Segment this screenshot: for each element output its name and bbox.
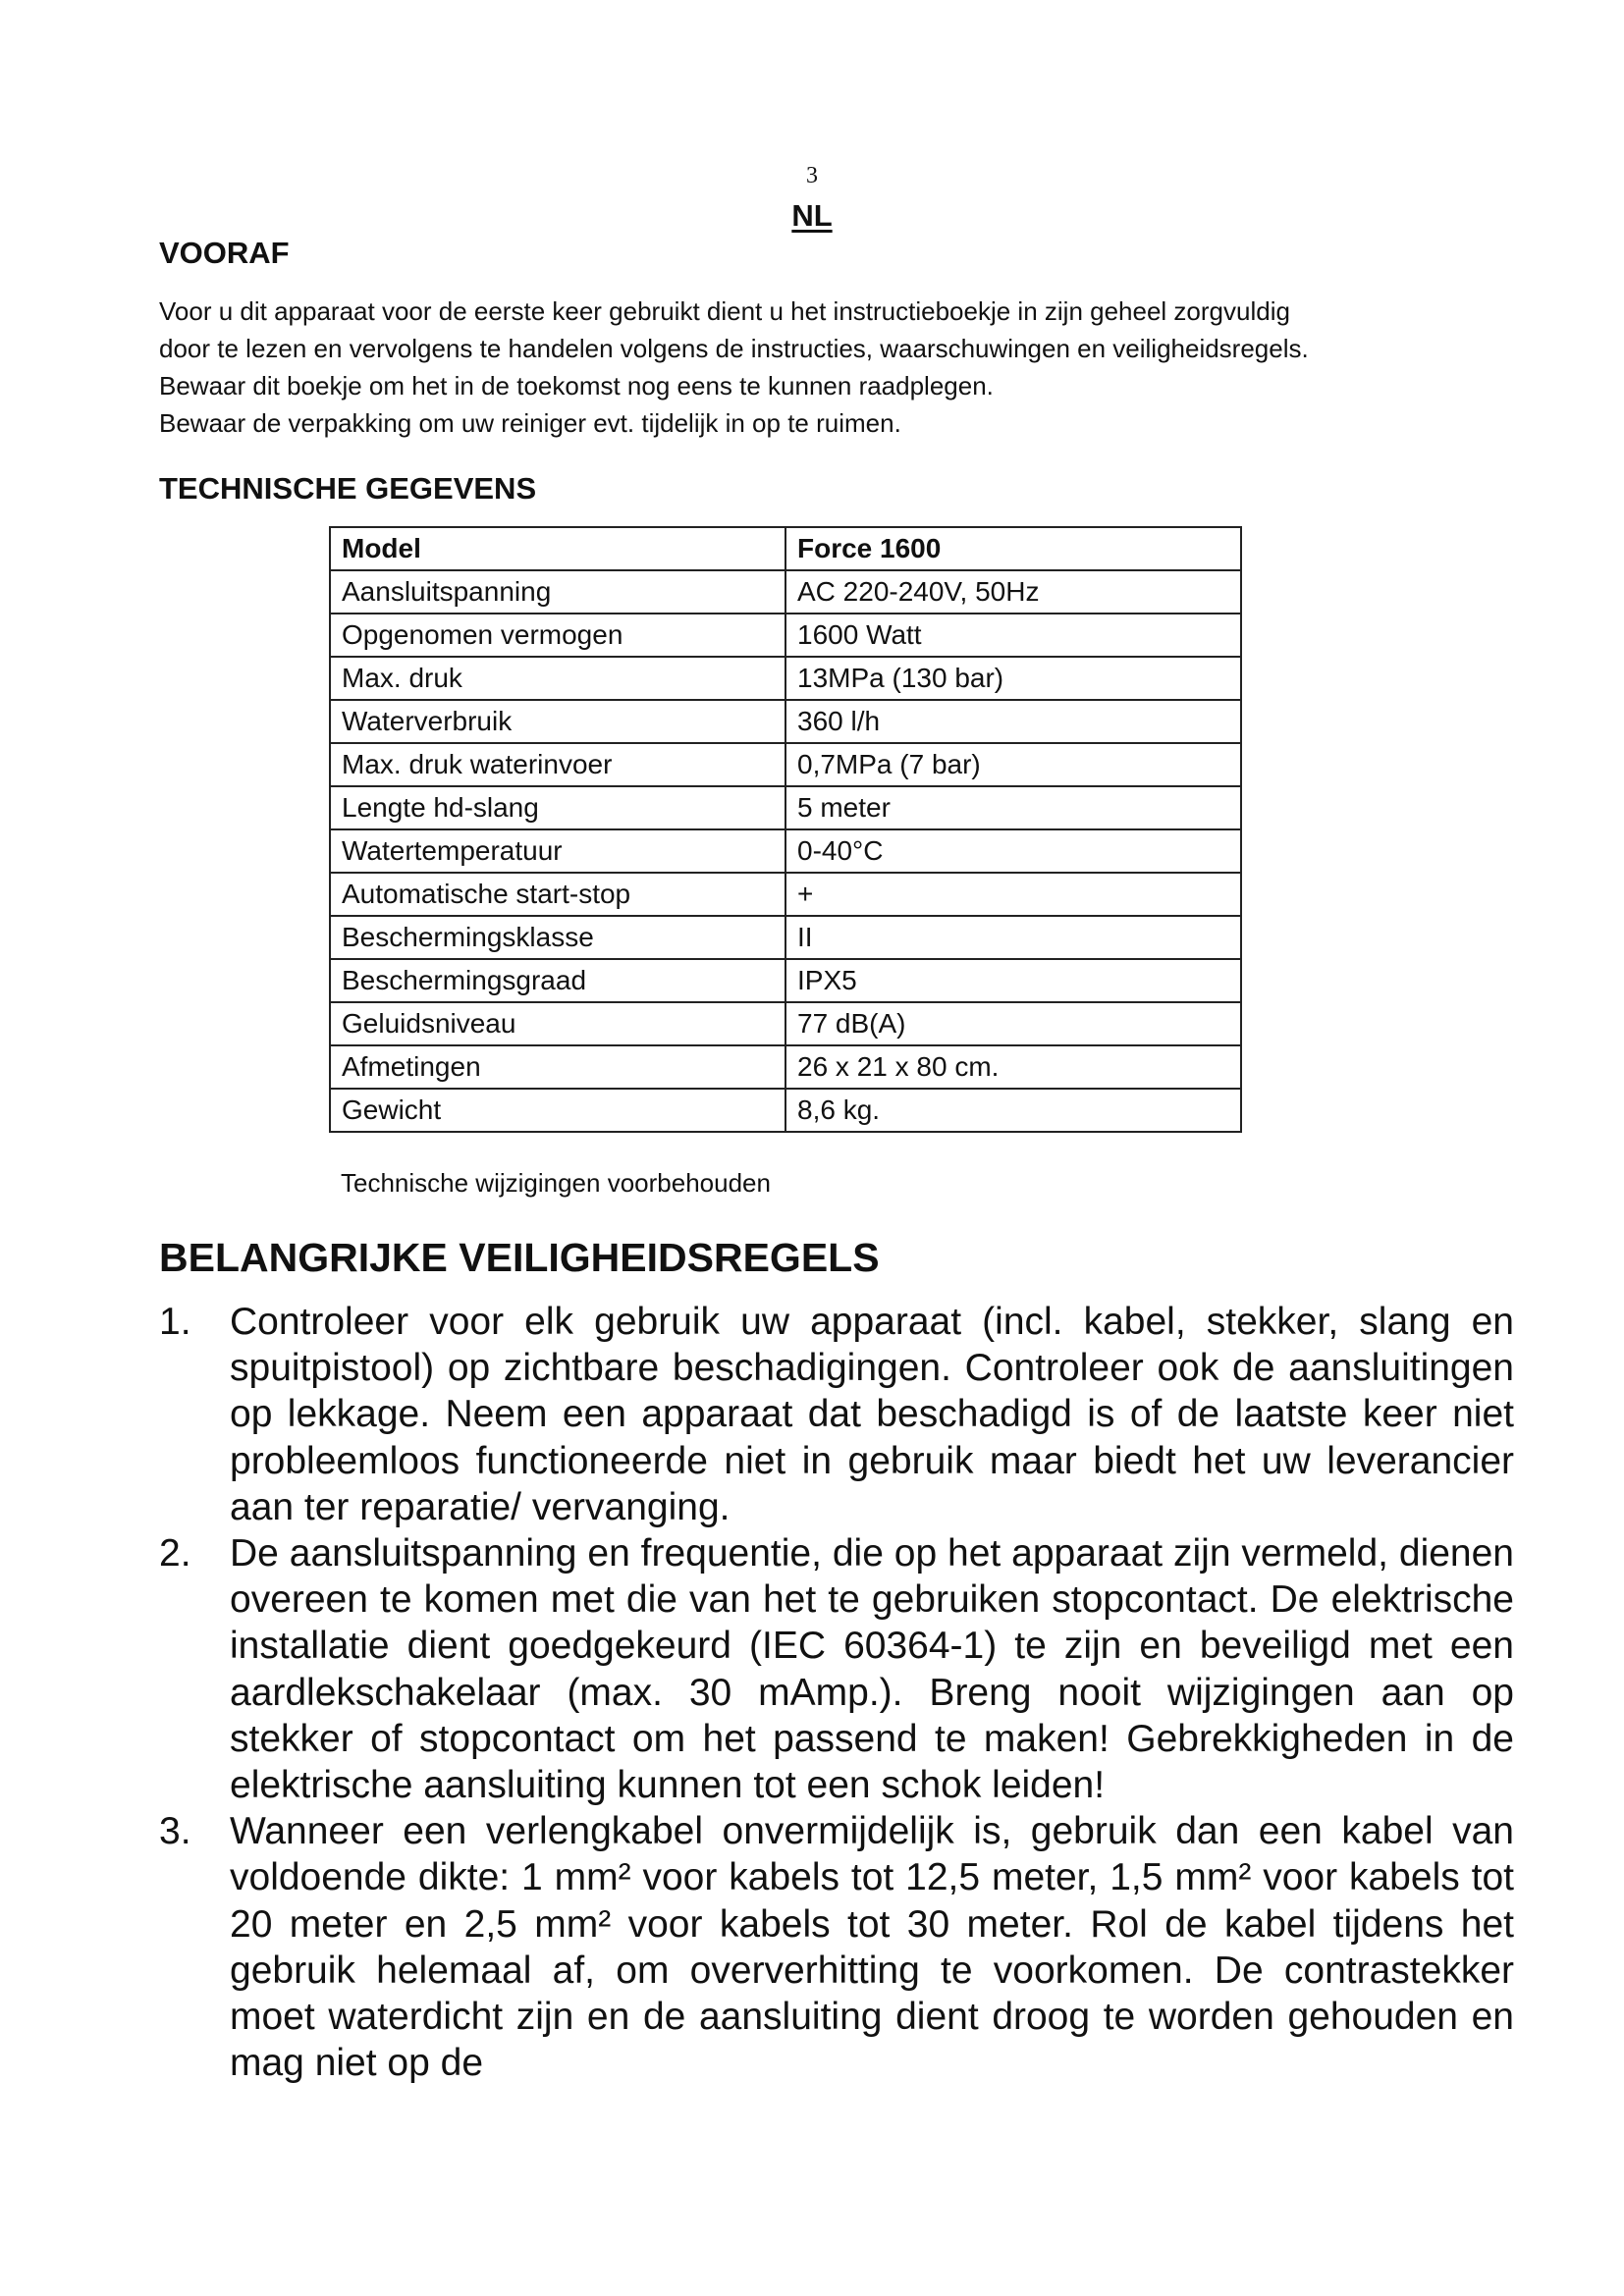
vooraf-heading: VOORAF bbox=[159, 236, 290, 270]
spec-row bbox=[330, 1002, 1241, 1045]
spec-label: Waterverbruik bbox=[330, 700, 785, 743]
spec-label: Max. druk bbox=[330, 657, 785, 700]
safety-rule bbox=[159, 1299, 1514, 1530]
spec-row bbox=[330, 1045, 1241, 1089]
spec-label: Geluidsniveau bbox=[330, 1002, 785, 1045]
spec-value: 5 meter bbox=[785, 786, 1241, 829]
spec-label: Opgenomen vermogen bbox=[330, 614, 785, 657]
spec-row bbox=[330, 743, 1241, 786]
spec-row bbox=[330, 959, 1241, 1002]
spec-label: Max. druk waterinvoer bbox=[330, 743, 785, 786]
spec-label: Beschermingsklasse bbox=[330, 916, 785, 959]
rule-text: Wanneer een verlengkabel onvermijdelijk is, gebruik dan een kabel van voldoende dikte: 1 mm² voor kabels tot 12,5 meter, 1,5 mm² voor kabels tot 20 meter en 2,5 mm² voor kabels tot 30 meter. Rol de kabel tijdens het gebruik helemaal af, om oververhitting te voorkomen. De contrastekker moet waterdicht zijn en de aansluiting dient droog te worden gehouden en mag niet op de bbox=[230, 1810, 1514, 2085]
spec-row bbox=[330, 786, 1241, 829]
spec-header-row bbox=[330, 527, 1241, 570]
spec-header-label: Model bbox=[330, 527, 785, 570]
spec-value: II bbox=[785, 916, 1241, 959]
spec-value: 13MPa (130 bar) bbox=[785, 657, 1241, 700]
spec-value: 0,7MPa (7 bar) bbox=[785, 743, 1241, 786]
spec-value: 1600 Watt bbox=[785, 614, 1241, 657]
rule-text: De aansluitspanning en frequentie, die op het apparaat zijn vermeld, dienen overeen te komen met die van het te gebruiken stopcontact. De elektrische installatie dient goedgekeurd (IEC 60364-1) te zijn en beveiligd met een aardlekschakelaar (max. 30 mAmp.). Breng nooit wijzigingen aan op stekker of stopcontact om het passend te maken! Gebrekkigheden in de elektrische aansluiting kunnen tot een schok leiden! bbox=[230, 1532, 1514, 1807]
spec-table bbox=[329, 526, 1242, 1133]
spec-label: Watertemperatuur bbox=[330, 829, 785, 873]
spec-row bbox=[330, 1089, 1241, 1132]
safety-heading: BELANGRIJKE VEILIGHEIDSREGELS bbox=[159, 1235, 880, 1280]
spec-value: + bbox=[785, 873, 1241, 916]
spec-label: Automatische start-stop bbox=[330, 873, 785, 916]
spec-header-value: Force 1600 bbox=[785, 527, 1241, 570]
vooraf-line: Bewaar dit boekje om het in de toekomst nog eens te kunnen raadplegen. bbox=[159, 371, 994, 400]
spec-row bbox=[330, 700, 1241, 743]
spec-value: 77 dB(A) bbox=[785, 1002, 1241, 1045]
spec-row bbox=[330, 657, 1241, 700]
spec-value: IPX5 bbox=[785, 959, 1241, 1002]
vooraf-line: Bewaar de verpakking om uw reiniger evt. tijdelijk in op te ruimen. bbox=[159, 408, 901, 438]
spec-row bbox=[330, 614, 1241, 657]
spec-label: Gewicht bbox=[330, 1089, 785, 1132]
spec-label: Aansluitspanning bbox=[330, 570, 785, 614]
rule-number: 2. bbox=[159, 1532, 191, 1575]
spec-row bbox=[330, 829, 1241, 873]
spec-value: 8,6 kg. bbox=[785, 1089, 1241, 1132]
spec-row bbox=[330, 916, 1241, 959]
spec-value: 26 x 21 x 80 cm. bbox=[785, 1045, 1241, 1089]
page-number: 3 bbox=[806, 163, 818, 188]
language-label bbox=[0, 198, 1624, 234]
spec-value: 360 l/h bbox=[785, 700, 1241, 743]
spec-row bbox=[330, 873, 1241, 916]
safety-rule bbox=[159, 1808, 1514, 2086]
spec-value: AC 220-240V, 50Hz bbox=[785, 570, 1241, 614]
spec-value: 0-40°C bbox=[785, 829, 1241, 873]
language-code: NL bbox=[791, 198, 833, 233]
vooraf-line: door te lezen en vervolgens te handelen volgens de instructies, waarschuwingen en veiligheidsregels. bbox=[159, 334, 1309, 363]
rule-text: Controleer voor elk gebruik uw apparaat (incl. kabel, stekker, slang en spuitpistool) op zichtbare beschadigingen. Controleer ook de aansluitingen op lekkage. Neem een apparaat dat beschadigd is of de laatste keer niet probleemloos functioneerde niet in gebruik maar biedt het uw leverancier aan ter reparatie/ vervanging. bbox=[230, 1301, 1514, 1528]
spec-label: Beschermingsgraad bbox=[330, 959, 785, 1002]
spec-label: Lengte hd-slang bbox=[330, 786, 785, 829]
safety-rules-list bbox=[159, 1299, 1514, 2086]
vooraf-line: Voor u dit apparaat voor de eerste keer gebruikt dient u het instructieboekje in zijn geheel zorgvuldig bbox=[159, 296, 1290, 326]
spec-note: Technische wijzigingen voorbehouden bbox=[341, 1168, 771, 1198]
technical-heading: TECHNISCHE GEGEVENS bbox=[159, 471, 537, 506]
rule-number: 3. bbox=[159, 1810, 191, 1853]
spec-label: Afmetingen bbox=[330, 1045, 785, 1089]
safety-rule bbox=[159, 1530, 1514, 1808]
spec-row bbox=[330, 570, 1241, 614]
vooraf-paragraph bbox=[159, 293, 1534, 442]
rule-number: 1. bbox=[159, 1301, 191, 1343]
